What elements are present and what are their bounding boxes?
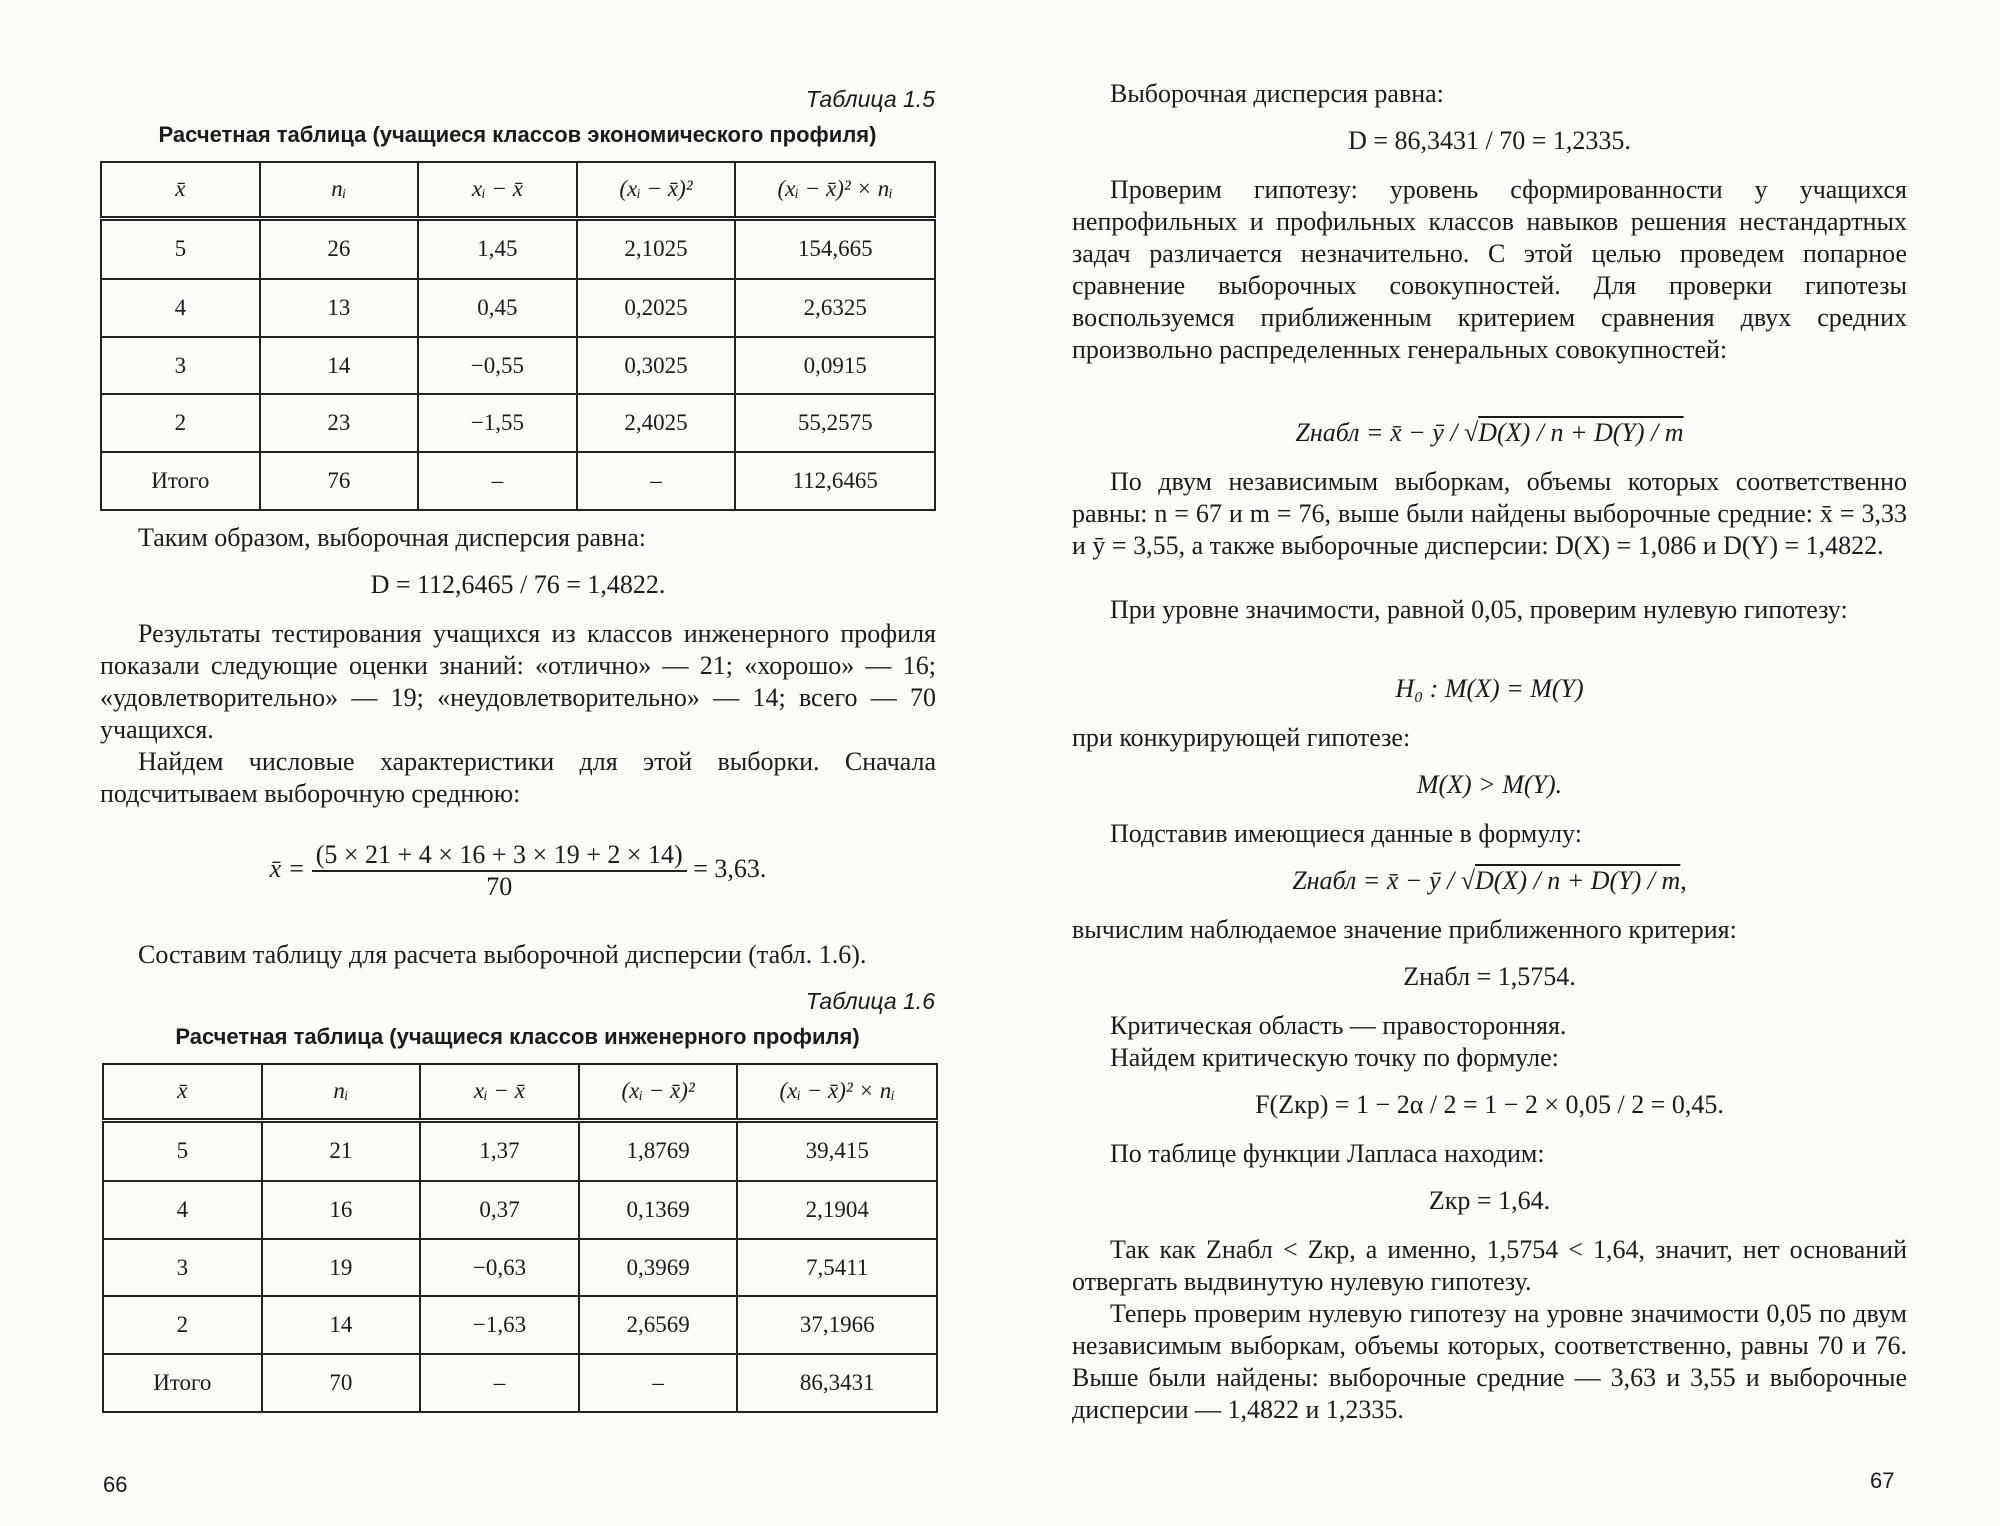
header-cell: nᵢ xyxy=(262,1064,421,1120)
formula-fraction xyxy=(312,840,687,902)
formula-rhs: = 3,63. xyxy=(693,853,767,883)
paragraph: При уровне значимости, равной 0,05, проверим нулевую гипотезу: xyxy=(1110,595,1848,624)
table-cell: −1,55 xyxy=(418,394,577,452)
header-cell: (xᵢ − x̄)² xyxy=(579,1064,738,1120)
header-cell: x̄ xyxy=(101,162,260,218)
table-1-6 xyxy=(102,1063,938,1413)
table-cell: −0,63 xyxy=(420,1239,579,1297)
table-cell: 0,2025 xyxy=(577,279,736,337)
table-total-row xyxy=(103,1354,937,1412)
header-cell: xᵢ − x̄ xyxy=(420,1064,579,1120)
table-cell: 2,6569 xyxy=(579,1296,738,1354)
table-cell: 55,2575 xyxy=(735,394,935,452)
formula-sample-mean xyxy=(100,840,936,902)
formula-critical-point: F(Zкр) = 1 − 2α / 2 = 1 − 2 × 0,05 / 2 = 0,45. xyxy=(1255,1090,1724,1119)
table-cell: 4 xyxy=(101,279,260,337)
paragraph: По таблице функции Лапласа находим: xyxy=(1110,1139,1545,1168)
paragraph: Проверим гипотезу: уровень сформированности у учащихся непрофильных и профильных классов навыков решения нестандартных задач различается незначительно. С этой целью проведем попарное сравнение выборочных совокупностей. Для проверки гипотезы воспользуемся приближенным критерием сравнения двух средних произвольно распределенных генеральных совокупностей: xyxy=(1072,175,1907,364)
sqrt-symbol: √ xyxy=(1463,418,1479,447)
paragraph: Критическая область — правосторонняя. xyxy=(1110,1011,1567,1040)
table-cell: 1,37 xyxy=(420,1120,579,1181)
table-cell: 2 xyxy=(101,394,260,452)
table-cell: −0,55 xyxy=(418,337,577,395)
table-cell: 5 xyxy=(101,218,260,279)
table-cell: 2,4025 xyxy=(577,394,736,452)
table-cell: 19 xyxy=(262,1239,421,1297)
fraction-numerator: (5 × 21 + 4 × 16 + 3 × 19 + 2 × 14) xyxy=(312,840,687,872)
header-cell: (xᵢ − x̄)² × nᵢ xyxy=(735,162,935,218)
paragraph: Найдем числовые характеристики для этой выборки. Сначала подсчитываем выборочную среднюю: xyxy=(100,747,936,808)
formula-lhs: Zнабл = x̄ − ȳ / xyxy=(1292,866,1455,895)
paragraph: Результаты тестирования учащихся из классов инженерного профиля показали следующие оценки знаний: «отлично» — 21; «хорошо» — 16; «удовлетворительно» — 19; «неудовлетворительно» — 14; всего — 70 учащихся. xyxy=(100,619,936,744)
table-cell: 0,1369 xyxy=(579,1181,738,1239)
table-cell: 86,3431 xyxy=(737,1354,937,1412)
paragraph: Выборочная дисперсия равна: xyxy=(1110,79,1444,108)
table-cell: −1,63 xyxy=(420,1296,579,1354)
table-cell: 7,5411 xyxy=(737,1239,937,1297)
table-cell: 3 xyxy=(101,337,260,395)
formula-z-criterion xyxy=(1072,418,1907,448)
table-cell: 1,45 xyxy=(418,218,577,279)
formula-z-critical: Zкр = 1,64. xyxy=(1428,1186,1551,1215)
table-cell: 70 xyxy=(262,1354,421,1412)
table-row xyxy=(101,394,935,452)
table-1-5-caption: Таблица 1.5 xyxy=(805,86,935,112)
right-page xyxy=(1000,0,2000,1526)
header-cell: x̄ xyxy=(103,1064,262,1120)
table-cell: 76 xyxy=(260,452,419,510)
paragraph: Теперь проверим нулевую гипотезу на уровне значимости 0,05 по двум независимым выборкам, объемы которых, соответственно, равны 70 и 76. Выше были найдены: выборочные средние — 3,63 и 3,55 и выборочные дисперсии — 1,4822 и 1,2335. xyxy=(1072,1299,1907,1424)
header-cell: (xᵢ − x̄)² × nᵢ xyxy=(737,1064,937,1120)
sqrt-radicand: D(X) / n + D(Y) / m xyxy=(1475,866,1681,895)
table-1-6-title: Расчетная таблица (учащиеся классов инженерного профиля) xyxy=(175,1024,860,1049)
formula-lhs: x̄ = xyxy=(269,853,306,883)
header-cell: (xᵢ − x̄)² xyxy=(577,162,736,218)
page-number: 66 xyxy=(103,1472,128,1497)
formula-null-hypothesis: H₀ : M(X) = M(Y) xyxy=(1395,674,1584,703)
table-cell: 26 xyxy=(260,218,419,279)
table-cell: 2,1025 xyxy=(577,218,736,279)
formula-lhs: Zнабл = x̄ − ȳ / xyxy=(1295,418,1458,447)
table-cell: 14 xyxy=(262,1296,421,1354)
table-cell: 13 xyxy=(260,279,419,337)
fraction-denominator: 70 xyxy=(486,872,513,901)
sqrt-radicand: D(X) / n + D(Y) / m xyxy=(1478,418,1684,447)
table-row xyxy=(103,1296,937,1354)
table-row xyxy=(103,1239,937,1297)
formula-variance: D = 112,6465 / 76 = 1,4822. xyxy=(370,570,666,599)
table-cell: 2,1904 xyxy=(737,1181,937,1239)
table-total-row xyxy=(101,452,935,510)
table-1-6-caption: Таблица 1.6 xyxy=(805,988,935,1014)
table-cell: 23 xyxy=(260,394,419,452)
table-row xyxy=(103,1181,937,1239)
table-cell: 14 xyxy=(260,337,419,395)
table-cell: Итого xyxy=(101,452,260,510)
paragraph: вычислим наблюдаемое значение приближенного критерия: xyxy=(1072,915,1737,944)
table-cell: 0,0915 xyxy=(735,337,935,395)
paragraph: Подставив имеющиеся данные в формулу: xyxy=(1110,819,1582,848)
table-cell: 21 xyxy=(262,1120,421,1181)
paragraph: По двум независимым выборкам, объемы которых соответственно равны: n = 67 и m = 76, выше были найдены выборочные средние: x̄ = 3,33 и ȳ = 3,55, а также выборочные дисперсии: D(X) = 1,086 и D(Y) = 1,4822. xyxy=(1072,467,1907,560)
formula-alt-hypothesis: M(X) > M(Y). xyxy=(1416,770,1563,799)
table-cell: 37,1966 xyxy=(737,1296,937,1354)
table-cell: Итого xyxy=(103,1354,262,1412)
sqrt-symbol: √ xyxy=(1460,866,1475,895)
table-1-5 xyxy=(100,161,936,511)
formula-z-observed: Zнабл = 1,5754. xyxy=(1403,962,1576,991)
page-number: 67 xyxy=(1870,1468,1895,1493)
table-cell: – xyxy=(577,452,736,510)
table-cell: 4 xyxy=(103,1181,262,1239)
table-cell: 0,3969 xyxy=(579,1239,738,1297)
table-cell: 0,45 xyxy=(418,279,577,337)
paragraph: Так как Zнабл < Zкр, а именно, 1,5754 < 1,64, значит, нет оснований отвергать выдвинутую нулевую гипотезу. xyxy=(1072,1235,1907,1296)
table-cell: 112,6465 xyxy=(735,452,935,510)
table-row xyxy=(101,279,935,337)
table-cell: 2,6325 xyxy=(735,279,935,337)
paragraph: Таким образом, выборочная дисперсия равна: xyxy=(138,523,646,552)
header-cell: nᵢ xyxy=(260,162,419,218)
paragraph: при конкурирующей гипотезе: xyxy=(1072,723,1411,752)
table-cell: 5 xyxy=(103,1120,262,1181)
table-cell: 154,665 xyxy=(735,218,935,279)
table-cell: 1,8769 xyxy=(579,1120,738,1181)
table-cell: 3 xyxy=(103,1239,262,1297)
table-cell: 2 xyxy=(103,1296,262,1354)
table-cell: 0,3025 xyxy=(577,337,736,395)
table-row xyxy=(103,1120,937,1181)
table-1-5-title: Расчетная таблица (учащиеся классов экономического профиля) xyxy=(158,122,877,147)
formula-tail: , xyxy=(1680,866,1687,895)
table-cell: 39,415 xyxy=(737,1120,937,1181)
table-cell: – xyxy=(579,1354,738,1412)
table-cell: – xyxy=(420,1354,579,1412)
formula-variance: D = 86,3431 / 70 = 1,2335. xyxy=(1348,126,1631,155)
table-row xyxy=(101,337,935,395)
table-cell: 16 xyxy=(262,1181,421,1239)
paragraph: Найдем критическую точку по формуле: xyxy=(1110,1043,1559,1072)
table-row xyxy=(101,218,935,279)
header-cell: xᵢ − x̄ xyxy=(418,162,577,218)
table-cell: – xyxy=(418,452,577,510)
formula-z-criterion-2 xyxy=(1072,866,1907,896)
paragraph: Составим таблицу для расчета выборочной дисперсии (табл. 1.6). xyxy=(138,940,867,969)
table-cell: 0,37 xyxy=(420,1181,579,1239)
